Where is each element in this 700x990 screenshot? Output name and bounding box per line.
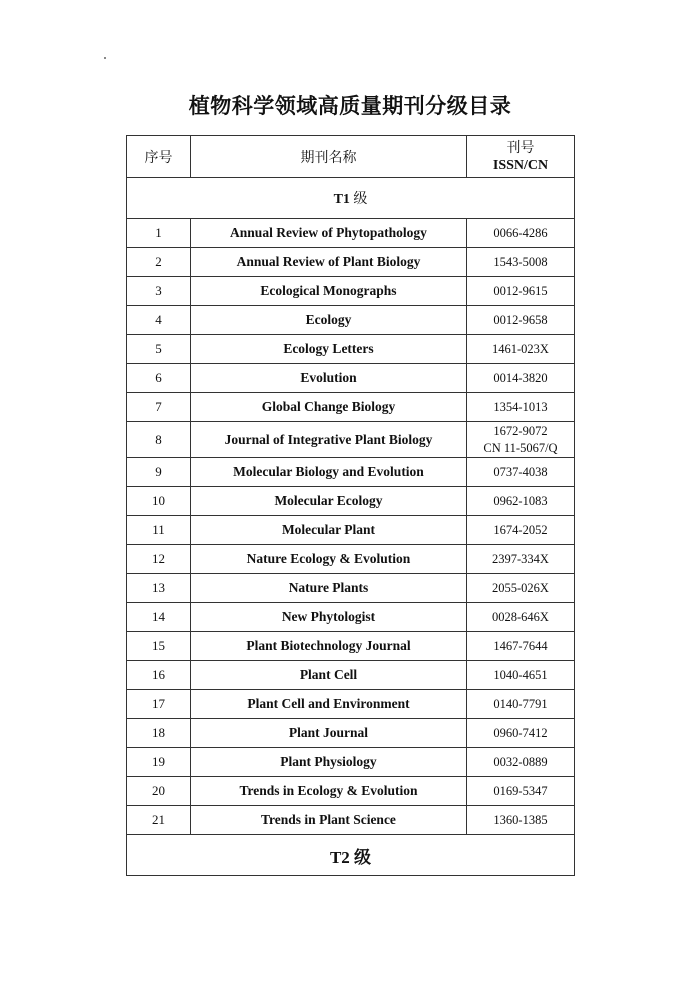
issn-value: 1467-7644 (493, 638, 548, 653)
row-number: 13 (127, 574, 191, 603)
issn-value: 0140-7791 (493, 696, 548, 711)
row-number: 9 (127, 458, 191, 487)
issn-value: 0012-9658 (493, 312, 548, 327)
journal-issn (467, 516, 575, 545)
journal-name: Ecology (191, 306, 467, 335)
table-row (127, 277, 575, 306)
tier-row-t2 (127, 835, 575, 876)
journal-name: New Phytologist (191, 603, 467, 632)
issn-value: 0169-5347 (493, 783, 548, 798)
page-title: 植物科学领域高质量期刊分级目录 (188, 94, 512, 118)
issn-value: 1040-4651 (493, 667, 548, 682)
tier-code: T2 (329, 847, 350, 867)
table-row (127, 748, 575, 777)
table-row (127, 574, 575, 603)
table-row (127, 719, 575, 748)
tier-code: T1 (333, 192, 350, 207)
row-number: 19 (127, 748, 191, 777)
table-row (127, 603, 575, 632)
row-number: 10 (127, 487, 191, 516)
tier-label-t2 (127, 835, 575, 876)
journal-issn (467, 393, 575, 422)
issn-value: 0028-646X (492, 609, 549, 624)
journal-name: Nature Plants (191, 574, 467, 603)
row-number: 2 (127, 248, 191, 277)
header-name: 期刊名称 (191, 136, 467, 178)
journal-issn (467, 748, 575, 777)
issn-value: 1360-1385 (493, 812, 548, 827)
journal-issn (467, 487, 575, 516)
journal-issn (467, 277, 575, 306)
journal-issn (467, 364, 575, 393)
tier-label-t1 (127, 178, 575, 219)
row-number: 17 (127, 690, 191, 719)
table-body (127, 178, 575, 876)
header-no: 序号 (127, 136, 191, 178)
table-row (127, 806, 575, 835)
row-number: 14 (127, 603, 191, 632)
journal-name: Plant Cell (191, 661, 467, 690)
tier-suffix: 级 (354, 847, 372, 868)
issn-value: 1672-9072 (493, 423, 548, 438)
journal-issn (467, 806, 575, 835)
row-number: 16 (127, 661, 191, 690)
issn-value: 0066-4286 (493, 225, 548, 240)
issn-value: 1461-023X (492, 341, 549, 356)
journal-name: Ecological Monographs (191, 277, 467, 306)
issn-value: 0012-9615 (493, 283, 548, 298)
row-number: 1 (127, 219, 191, 248)
journal-issn (467, 306, 575, 335)
cn-value: CN 11-5067/Q (483, 440, 558, 455)
header-issn-label-cn: 刊号 (506, 139, 535, 156)
scan-dot (104, 57, 106, 59)
row-number: 20 (127, 777, 191, 806)
row-number: 5 (127, 335, 191, 364)
issn-value: 0014-3820 (493, 370, 548, 385)
table-row (127, 690, 575, 719)
journal-name: Plant Cell and Environment (191, 690, 467, 719)
table-row (127, 661, 575, 690)
journal-table (126, 135, 575, 876)
row-number: 11 (127, 516, 191, 545)
journal-name: Journal of Integrative Plant Biology (191, 422, 467, 458)
journal-issn (467, 574, 575, 603)
row-number: 6 (127, 364, 191, 393)
table-row (127, 458, 575, 487)
row-number: 3 (127, 277, 191, 306)
table-row (127, 306, 575, 335)
journal-name: Molecular Plant (191, 516, 467, 545)
row-number: 4 (127, 306, 191, 335)
journal-issn (467, 603, 575, 632)
issn-value: 0962-1083 (493, 493, 548, 508)
journal-issn (467, 422, 575, 458)
table-row (127, 335, 575, 364)
journal-issn (467, 719, 575, 748)
tier-suffix: 级 (353, 191, 368, 207)
issn-value: 2055-026X (492, 580, 549, 595)
issn-value: 0032-0889 (493, 754, 548, 769)
row-number: 18 (127, 719, 191, 748)
table-row (127, 632, 575, 661)
header-issn-label-en: ISSN/CN (492, 157, 549, 173)
journal-issn (467, 335, 575, 364)
journal-issn (467, 632, 575, 661)
table-row (127, 393, 575, 422)
row-number: 8 (127, 422, 191, 458)
journal-issn (467, 661, 575, 690)
journal-name: Trends in Ecology & Evolution (191, 777, 467, 806)
journal-name: Global Change Biology (191, 393, 467, 422)
row-number: 12 (127, 545, 191, 574)
journal-name: Trends in Plant Science (191, 806, 467, 835)
journal-name: Molecular Biology and Evolution (191, 458, 467, 487)
journal-name: Evolution (191, 364, 467, 393)
journal-issn (467, 219, 575, 248)
row-number: 21 (127, 806, 191, 835)
row-number: 7 (127, 393, 191, 422)
table-row (127, 248, 575, 277)
issn-value: 1543-5008 (493, 254, 548, 269)
journal-name: Molecular Ecology (191, 487, 467, 516)
journal-name: Plant Physiology (191, 748, 467, 777)
table-row (127, 364, 575, 393)
journal-issn (467, 690, 575, 719)
table-row (127, 777, 575, 806)
table-row (127, 487, 575, 516)
issn-value: 1674-2052 (493, 522, 548, 537)
journal-issn (467, 458, 575, 487)
journal-name: Annual Review of Phytopathology (191, 219, 467, 248)
row-number: 15 (127, 632, 191, 661)
tier-row-t1 (127, 178, 575, 219)
table-row (127, 516, 575, 545)
journal-name: Nature Ecology & Evolution (191, 545, 467, 574)
journal-name: Plant Journal (191, 719, 467, 748)
issn-value: 0737-4038 (493, 464, 548, 479)
table-row (127, 545, 575, 574)
journal-issn (467, 545, 575, 574)
journal-name: Ecology Letters (191, 335, 467, 364)
journal-issn (467, 248, 575, 277)
header-issn (467, 136, 575, 178)
issn-value: 0960-7412 (493, 725, 548, 740)
table-row (127, 422, 575, 458)
table-header-row (127, 136, 575, 178)
journal-name: Plant Biotechnology Journal (191, 632, 467, 661)
issn-value: 1354-1013 (493, 399, 548, 414)
table-row (127, 219, 575, 248)
journal-issn (467, 777, 575, 806)
journal-name: Annual Review of Plant Biology (191, 248, 467, 277)
issn-value: 2397-334X (492, 551, 549, 566)
